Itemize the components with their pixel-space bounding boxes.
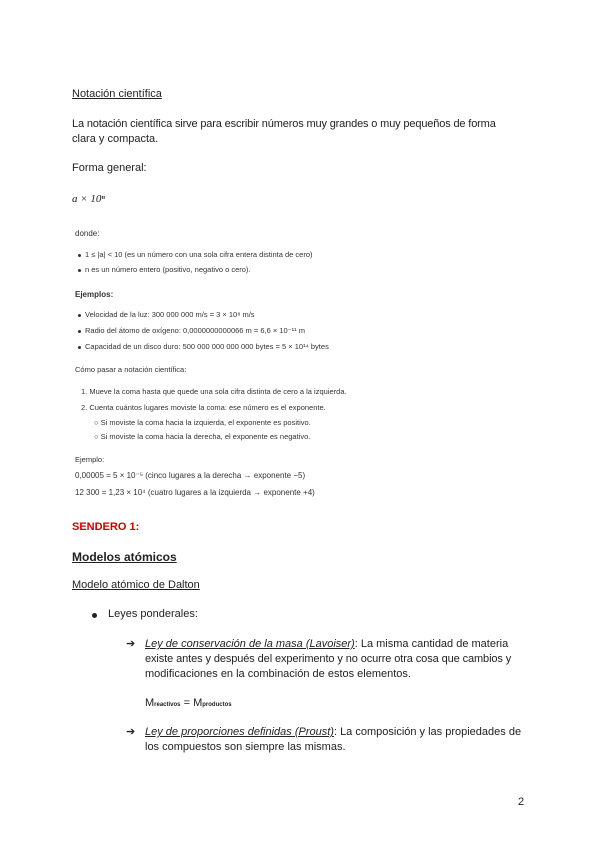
ley-1-line-1: : La misma cantidad de materia: [354, 638, 509, 650]
ley-2-line-2: los compuestos son siempre las mismas.: [145, 741, 346, 753]
ejemplos-item-1: [78, 310, 255, 319]
donde-label: donde:: [75, 229, 100, 238]
intro-paragraph: [72, 117, 528, 147]
intro-line-1: La notación científica sirve para escribir números muy grandes o muy pequeños de forma: [72, 118, 496, 130]
page-number: 2: [518, 796, 525, 808]
ley-1-title: Ley de conservación de la masa (Lavoiser): [145, 638, 355, 650]
masa-equation: [145, 697, 232, 709]
donde-item-2-text: n es un número entero (positivo, negativo o cero).: [85, 265, 251, 274]
leyes-ponderales-label: Leyes ponderales:: [108, 608, 198, 620]
ley-2-paragraph: [145, 725, 530, 755]
ejemplo-item-2: 12 300 = 1,23 × 10⁴ (cuatro lugares a la izquierda → exponente +4): [75, 488, 315, 497]
circle-bullet-icon: ○: [94, 432, 101, 441]
bullet-icon: [92, 613, 97, 618]
ley-1-paragraph: [145, 637, 530, 682]
ejemplo-item-1: 0,00005 = 5 × 10⁻⁵ (cinco lugares a la derecha → exponente −5): [75, 471, 306, 480]
ejemplos-item-3-text: Capacidad de un disco duro: 500 000 000 000 000 bytes = 5 × 10¹⁴ bytes: [85, 342, 329, 351]
ley-1-line-2: existe antes y después del experimento y no ocurre otra cosa que cambios y: [145, 653, 512, 665]
sendero-heading: SENDERO 1:: [72, 521, 140, 533]
ley-2-title: Ley de proporciones definidas (Proust): [145, 726, 334, 738]
paso-2: 2. Cuenta cuántos lugares moviste la coma: ese número es el exponente.: [81, 403, 326, 412]
sub-paso-2-text: Si moviste la coma hacia la derecha, el exponente es negativo.: [100, 432, 311, 441]
eq-equals: = M: [180, 697, 203, 709]
ejemplos-item-2-text: Radio del átomo de oxígeno: 0,0000000000066 m = 6,6 × 10⁻¹¹ m: [85, 326, 305, 335]
eq-sub-reactivos: reactivos: [154, 702, 181, 708]
modelo-dalton-heading: Modelo atómico de Dalton: [72, 579, 200, 591]
circle-bullet-icon: ○: [94, 418, 101, 427]
bullet-icon: [78, 269, 81, 272]
como-pasar-label: Cómo pasar a notación científica:: [75, 365, 187, 374]
modelos-atomicos-heading: Modelos atómicos: [72, 550, 177, 564]
sub-paso-1-text: Si moviste la coma hacia la izquierda, el exponente es positivo.: [100, 418, 311, 427]
ejemplos-item-2: [78, 326, 305, 335]
ejemplo-label: Ejemplo:: [75, 455, 105, 464]
paso-1: 1. Mueve la coma hasta que quede una sola cifra distinta de cero a la izquierda.: [81, 387, 347, 396]
bullet-icon: [78, 314, 81, 317]
ley-2-line-1: : La composición y las propiedades de: [333, 726, 522, 738]
ejemplos-item-3: [78, 342, 329, 351]
sub-paso-2: [94, 432, 310, 441]
eq-m: M: [145, 697, 155, 709]
intro-line-2: clara y compacta.: [72, 133, 159, 145]
formula: a × 10ⁿ: [72, 193, 105, 205]
arrow-bullet-icon: ➔: [126, 638, 136, 650]
eq-sub-productos: productos: [202, 702, 232, 708]
forma-general-label: Forma general:: [72, 162, 147, 174]
ejemplos-label: Ejemplos:: [75, 290, 114, 299]
arrow-bullet-icon: ➔: [126, 726, 136, 738]
ley-1-line-3: modificaciones en la combinación de estos elementos.: [145, 668, 411, 680]
bullet-icon: [78, 254, 81, 257]
heading-notacion-cientifica: Notación científica: [72, 88, 162, 100]
donde-item-1-text: 1 ≤ |a| < 10 (es un número con una sola cifra entera distinta de cero): [85, 250, 313, 259]
ejemplos-item-1-text: Velocidad de la luz: 300 000 000 m/s = 3 × 10⁸ m/s: [85, 310, 255, 319]
sub-paso-1: [94, 418, 311, 427]
bullet-icon: [78, 330, 81, 333]
donde-item-2: [78, 265, 251, 274]
donde-item-1: [78, 250, 313, 259]
bullet-icon: [78, 346, 81, 349]
